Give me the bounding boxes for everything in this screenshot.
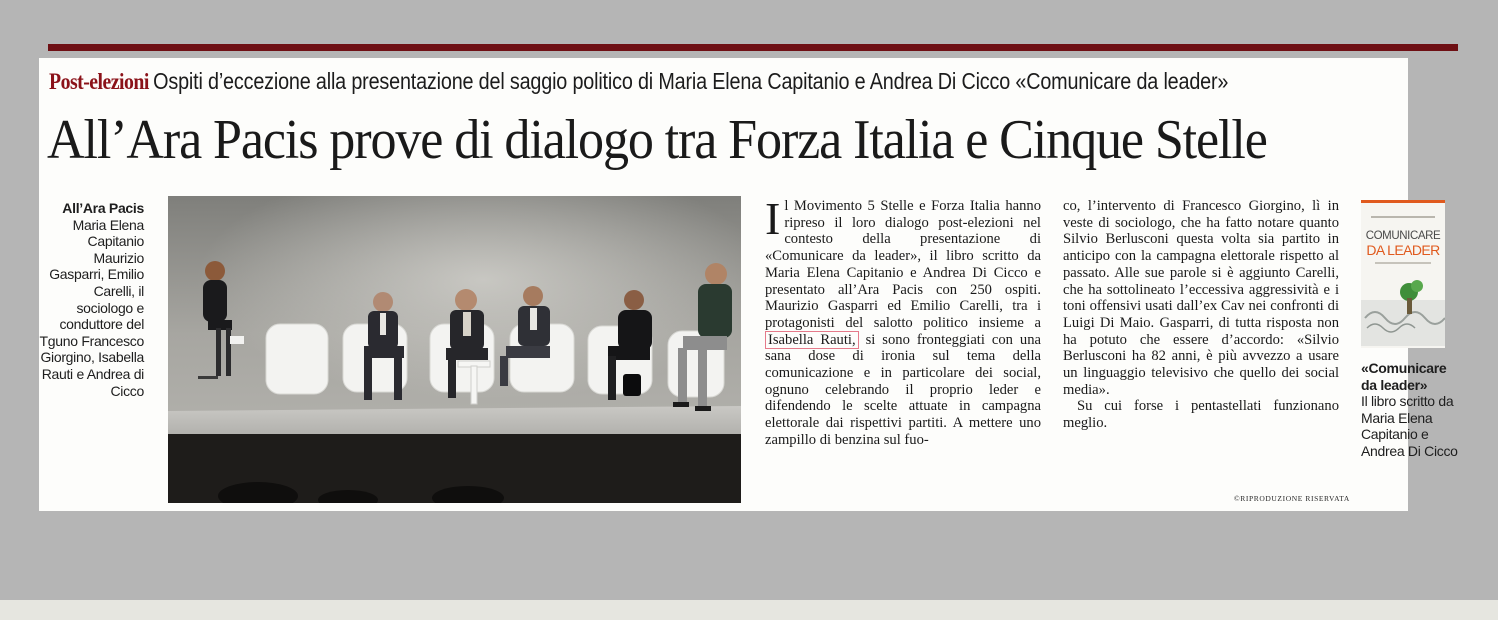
body-column-1 bbox=[765, 193, 1041, 449]
book-caption-title: «Comunicare da leader» bbox=[1361, 360, 1447, 393]
newspaper-clipping bbox=[39, 58, 1458, 511]
col1-text-before: l Movimento 5 Stelle e Forza Italia hanno ripreso il loro dialogo post-elezioni nel contesto della presentazione di «Comunicare da leader», il libro scritto da Maria Elena Capitanio e Andrea Di Cicco e presentato all’Ara Pacis con 250 ospiti. Maurizio Gasparri ed Emilio Carelli, tra i protagonisti del salotto politico insieme a bbox=[765, 198, 1041, 331]
copyright-notice: ©RIPRODUZIONE RISERVATA bbox=[1234, 494, 1350, 503]
book-cover bbox=[1361, 200, 1445, 348]
col2-paragraph-2: Su cui forse i pentastellati funzionano meglio. bbox=[1063, 398, 1339, 432]
col1-text-after: si sono fronteggiati con una sana dose di ironia sul tema della comunicazione e in particolare dei social, ognuno celebrando il proprio leder e difendendo le scelte attuate in campagna elettorale dai rispettivi partiti. A mettere uno zampillo di benzina sul fuo- bbox=[765, 331, 1041, 448]
top-red-rule bbox=[48, 44, 1458, 51]
book-cover-art bbox=[1361, 200, 1445, 348]
bottom-band bbox=[0, 600, 1498, 620]
highlighted-name: Isabella Rauti, bbox=[765, 331, 859, 349]
book-cover-title-2: DA LEADER bbox=[1366, 242, 1440, 258]
col2-paragraph-1: co, l’intervento di Francesco Giorgino, lì in veste di sociologo, che ha fatto notare quanto Silvio Berlusconi questa volta sia partito in anticipo con la campagna elettorale rispetto al passato. Alle sue parole si è aggiunto Carelli, che ha sottolineato l’eccessiva aggressività e i toni offensivi usati dall’ex Cav nei confronti di Luigi Di Maio. Gasparri, di tutta risposta non ha potuto che essere d’accordo: «Silvio Berlusconi ha 82 anni, è più avvezzo a usare un linguaggio televisivo che quello dei social media». bbox=[1063, 198, 1339, 398]
event-photo bbox=[168, 196, 741, 503]
photo-caption-text: Maria Elena Capitanio Maurizio Gasparri, Emilio Carelli, il sociologo e conduttore del Tguno Francesco Giorgino, Isabella Rauti e Andrea di Cicco bbox=[39, 216, 144, 399]
photo-caption-title: All’Ara Pacis bbox=[62, 200, 144, 216]
body-column-2 bbox=[1063, 198, 1339, 432]
kicker-tag: Post-elezioni bbox=[49, 69, 149, 94]
kicker-text: Ospiti d’eccezione alla presentazione del saggio politico di Maria Elena Capitanio e Andrea Di Cicco «Comunicare da leader» bbox=[153, 68, 1229, 94]
dropcap: I bbox=[765, 193, 781, 244]
book-cover-title-1: COMUNICARE bbox=[1365, 230, 1441, 242]
photo-caption bbox=[39, 200, 144, 399]
book-caption-text: Il libro scritto da Maria Elena Capitanio e Andrea Di Cicco bbox=[1361, 393, 1458, 459]
headline: All’Ara Pacis prove di dialogo tra Forza Italia e Cinque Stelle bbox=[47, 109, 1267, 171]
kicker bbox=[49, 68, 1228, 95]
book-caption bbox=[1361, 360, 1461, 460]
